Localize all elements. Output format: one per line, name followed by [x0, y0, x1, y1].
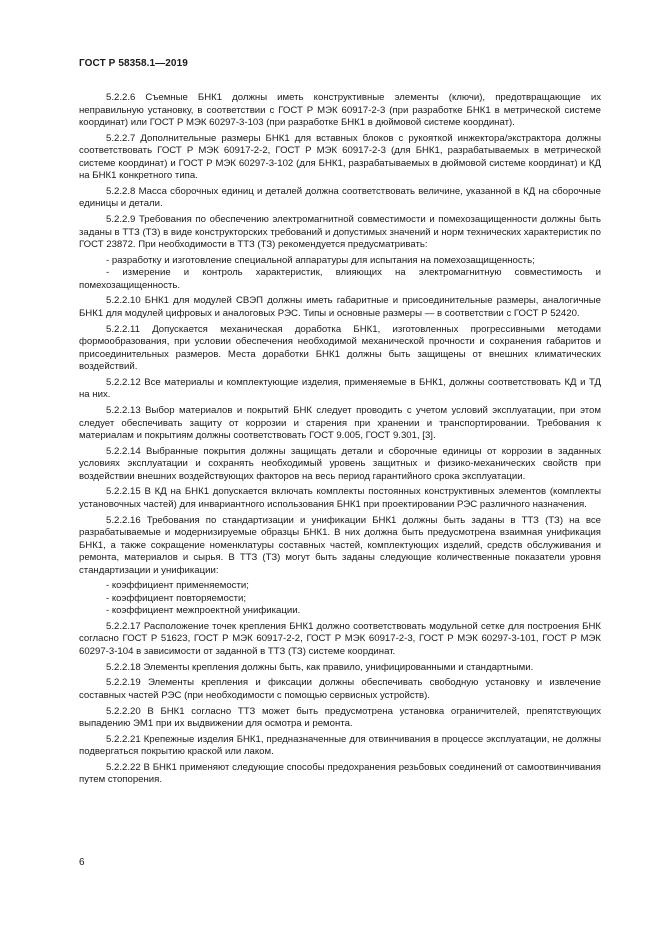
page-number: 6 — [79, 857, 85, 868]
list-item: - коэффициент применяемости; — [106, 580, 249, 592]
paragraph-5-2-2-18: 5.2.2.18 Элементы крепления должны быть, как правило, унифицированными и стандартными. — [106, 661, 534, 673]
paragraph-5-2-2-13: 5.2.2.13 Выбор материалов и покрытий БНК следует проводить с учетом условий эксплуатации, при этом следует обеспечивать защиту от коррозии и старения при хранении и транспортировании. Требования к материалам и покрытиям должны соответствовать ГОСТ 9.005, ГОСТ 9.301, [3]. — [79, 405, 601, 441]
list-item: - измерение и контроль характеристик, влияющих на электромагнитную совместимость и помехозащищенность. — [79, 267, 601, 291]
paragraph-5-2-2-10: 5.2.2.10 БНК1 для модулей СВЭП должны иметь габаритные и присоединительные размеры, аналогичные БНК1 для модулей цифровых и аналоговых РЭС. Типы и основные размеры — в соответствии с ГОСТ Р 52420. — [79, 295, 601, 319]
paragraph-5-2-2-6: 5.2.2.6 Съемные БНК1 должны иметь конструктивные элементы (ключи), предотвращающие их неправильную установку, в соответствии с ГОСТ Р МЭК 60917-2-3 (при разработке БНК1 в метрической системе координат) или ГОСТ Р МЭК 60297-3-103 (при разработке БНК1 в дюймовой системе координат). — [79, 92, 601, 128]
paragraph-5-2-2-11: 5.2.2.11 Допускается механическая доработка БНК1, изготовленных прогрессивными методами формообразования, при условии обеспечения необходимой механической прочности и сохранения габаритов и присоединительных размеров. Места доработки БНК1 должны быть защищены от внешних климатических воздействий. — [79, 323, 601, 373]
paragraph-5-2-2-7: 5.2.2.7 Дополнительные размеры БНК1 для вставных блоков с рукояткой инжектора/экстрактора должны соответствовать ГОСТ Р МЭК 60917-2-2, ГОСТ Р МЭК 60917-2-3 (для БНК1, разрабатываемых в метрической системе координат) и ГОСТ Р МЭК 60297-3-102 (для БНК1, разрабатываемых в дюймовой системе координат) и КД на БНК1 конкретного типа. — [79, 132, 601, 182]
paragraph-5-2-2-16: 5.2.2.16 Требования по стандартизации и унификации БНК1 должны быть заданы в ТТЗ (ТЗ) на все разрабатываемые и модернизируемые образцы БНК1. В них должна быть предусмотрена взаимная унификация БНК1, а также сокращение номенклатуры составных частей, комплектующих изделий, средств обслуживания и ремонта, материалов и сырья. В ТТЗ (ТЗ) могут быть заданы следующие количественные показатели уровня стандартизации и унификации: — [79, 514, 601, 576]
paragraph-5-2-2-12: 5.2.2.12 Все материалы и комплектующие изделия, применяемые в БНК1, должны соответствовать КД и ТД на них. — [79, 376, 601, 401]
list-item: - коэффициент межпроектной унификации. — [106, 605, 301, 617]
list-item: - коэффициент повторяемости; — [106, 592, 247, 604]
document-body — [79, 92, 601, 790]
paragraph-5-2-2-22: 5.2.2.22 В БНК1 применяют следующие способы предохранения резьбовых соединений от самоотвинчивания путем стопорения. — [79, 761, 601, 786]
paragraph-5-2-2-20: 5.2.2.20 В БНК1 согласно ТТЗ может быть предусмотрена установка ограничителей, препятствующих выпадению ЭМ1 при их выдвижении для осмотра и ремонта. — [79, 705, 601, 729]
standard-header: ГОСТ Р 58358.1—2019 — [79, 58, 188, 69]
paragraph-5-2-2-19: 5.2.2.19 Элементы крепления и фиксации должны обеспечивать свободную установку и извлечение составных частей РЭС (при необходимости с помощью сервисных устройств). — [79, 677, 601, 701]
paragraph-5-2-2-15: 5.2.2.15 В КД на БНК1 допускается включать комплекты постоянных конструктивных элементов (комплекты установочных частей) для инвариантного использования БНК1 при проектировании РЭС различного назначения. — [79, 486, 601, 510]
list-item: - разработку и изготовление специальной аппаратуры для испытания на помехозащищенность; — [106, 254, 535, 266]
paragraph-5-2-2-17: 5.2.2.17 Расположение точек крепления БНК1 должно соответствовать модульной сетке для построения БНК согласно ГОСТ Р 51623, ГОСТ Р МЭК 60917-2-2, ГОСТ Р МЭК 60917-2-3, ГОСТ Р МЭК 60297-3-101, ГОСТ Р МЭК 60297-3-104 в зависимости от заданной в ТТЗ (ТЗ) системе координат. — [79, 620, 601, 657]
paragraph-5-2-2-21: 5.2.2.21 Крепежные изделия БНК1, предназначенные для отвинчивания в процессе эксплуатации, не должны подвергаться покрытию краской или лаком. — [79, 733, 601, 758]
paragraph-5-2-2-9: 5.2.2.9 Требования по обеспечению электромагнитной совместимости и помехозащищенности должны быть заданы в ТТЗ (ТЗ) в виде конструкторских требований и допустимых значений и норм технических характеристик по ГОСТ 23872. При необходимости в ТТЗ (ТЗ) рекомендуется предусматривать: — [79, 214, 601, 251]
paragraph-5-2-2-8: 5.2.2.8 Масса сборочных единиц и деталей должна соответствовать величине, указанной в КД на сборочные единицы и детали. — [79, 185, 601, 210]
paragraph-5-2-2-14: 5.2.2.14 Выбранные покрытия должны защищать детали и сборочные единицы от коррозии в заданных условиях эксплуатации и сохранять необходимый уровень защитных и физико-механических свойств при воздействии внешних воздействующих факторов на весь период гарантийного срока эксплуатации. — [79, 445, 601, 482]
